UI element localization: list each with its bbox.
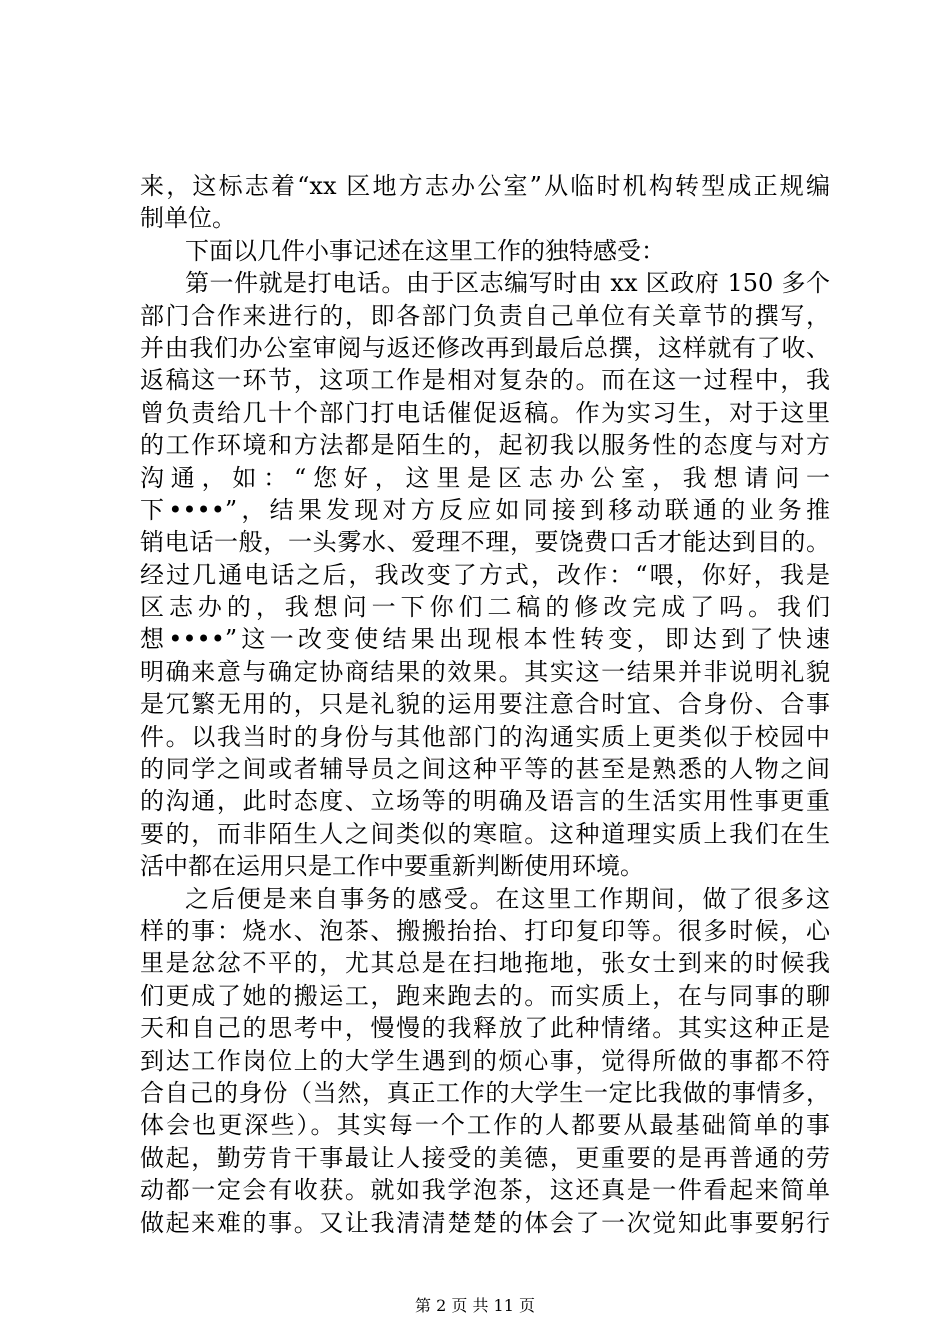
text-line: 们更成了她的搬运工，跑来跑去的。而实质上，在与同事的聊 (140, 981, 830, 1010)
text-line: 区志办的，我想问一下你们二稿的修改完成了吗。我们 (140, 593, 830, 622)
text-line: 想••••”这一改变使结果出现根本性转变，即达到了快速 (140, 625, 830, 654)
page-footer: 第 2 页 共 11 页 (415, 1296, 535, 1315)
text-line: 的沟通，此时态度、立场等的明确及语言的生活实用性事更重 (140, 787, 830, 816)
text-line: 沟通，如：“您好，这里是区志办公室，我想请问一 (140, 463, 830, 492)
text-line: 做起，勤劳肯干事最让人接受的美德，更重要的是再普通的劳 (140, 1143, 830, 1172)
text-line: 合自己的身份（当然，真正工作的大学生一定比我做的事情多， (140, 1078, 830, 1107)
text-line: 曾负责给几十个部门打电话催促返稿。作为实习生，对于这里 (140, 398, 830, 427)
text-line: 要的，而非陌生人之间类似的寒暄。这种道理实质上我们在生 (140, 819, 830, 848)
text-line: 体会也更深些）。其实每一个工作的人都要从最基础简单的事 (140, 1111, 830, 1140)
text-line: 的同学之间或者辅导员之间这种平等的甚至是熟悉的人物之间 (140, 755, 830, 784)
text-line: 到达工作岗位上的大学生遇到的烦心事，觉得所做的事都不符 (140, 1046, 830, 1075)
text-line: 经过几通电话之后，我改变了方式，改作：“喂，你好，我是 (140, 560, 830, 589)
text-line: 部门合作来进行的，即各部门负责自己单位有关章节的撰写， (140, 301, 830, 330)
body-text (140, 170, 830, 1239)
text-line: 下••••”，结果发现对方反应如同接到移动联通的业务推 (140, 495, 830, 524)
text-line: 里是忿忿不平的，尤其总是在扫地拖地，张女士到来的时候我 (140, 949, 830, 978)
paragraph-start-line: 之后便是来自事务的感受。在这里工作期间，做了很多这 (185, 884, 830, 913)
paragraph-start-line: 下面以几件小事记述在这里工作的独特感受： (185, 236, 665, 265)
text-line: 是冗繁无用的，只是礼貌的运用要注意合时宜、合身份、合事 (140, 690, 830, 719)
text-line: 样的事：烧水、泡茶、搬搬抬抬、打印复印等。很多时候，心 (140, 916, 830, 945)
text-line: 销电话一般，一头雾水、爱理不理，要饶费口舌才能达到目的。 (140, 528, 830, 557)
text-line: 件。以我当时的身份与其他部门的沟通实质上更类似于校园中 (140, 722, 830, 751)
text-line: 返稿这一环节，这项工作是相对复杂的。而在这一过程中，我 (140, 366, 830, 395)
text-line: 天和自己的思考中，慢慢的我释放了此种情绪。其实这种正是 (140, 1014, 830, 1043)
paragraph-start-line: 第一件就是打电话。由于区志编写时由 xx 区政府 150 多个 (185, 269, 830, 298)
text-line: 来，这标志着“xx 区地方志办公室”从临时机构转型成正规编 (140, 172, 830, 200)
text-line: 动都一定会有收获。就如我学泡茶，这还真是一件看起来简单 (140, 1176, 830, 1205)
text-line: 的工作环境和方法都是陌生的，起初我以服务性的态度与对方 (140, 431, 830, 460)
text-line: 并由我们办公室审阅与返还修改再到最后总撰，这样就有了收、 (140, 333, 830, 362)
text-line: 做起来难的事。又让我清清楚楚的体会了一次觉知此事要躬行 (140, 1208, 830, 1237)
text-line: 活中都在运用只是工作中要重新判断使用环境。 (140, 852, 644, 881)
text-line: 明确来意与确定协商结果的效果。其实这一结果并非说明礼貌 (140, 657, 830, 686)
text-line: 制单位。 (140, 204, 236, 233)
